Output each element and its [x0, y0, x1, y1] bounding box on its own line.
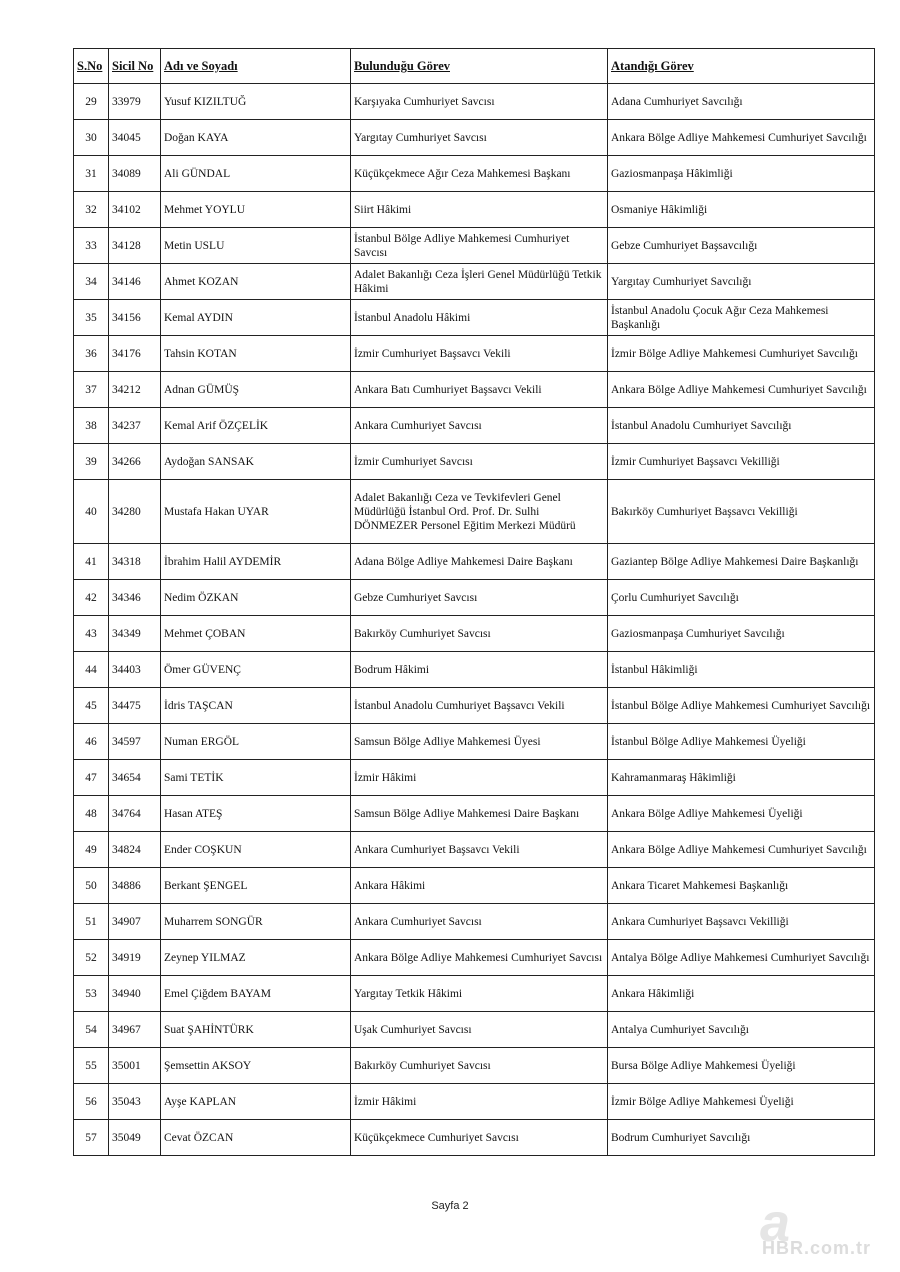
cell-name: Hasan ATEŞ: [161, 796, 351, 832]
cell-sno: 45: [74, 688, 109, 724]
cell-name: Berkant ŞENGEL: [161, 868, 351, 904]
cell-assigned-post: İstanbul Anadolu Cumhuriyet Savcılığı: [608, 408, 875, 444]
cell-sno: 46: [74, 724, 109, 760]
cell-sno: 29: [74, 84, 109, 120]
cell-sno: 37: [74, 372, 109, 408]
cell-assigned-post: Çorlu Cumhuriyet Savcılığı: [608, 580, 875, 616]
cell-assigned-post: Kahramanmaraş Hâkimliği: [608, 760, 875, 796]
page-number: Sayfa 2: [431, 1200, 469, 1212]
cell-current-post: Bodrum Hâkimi: [351, 652, 608, 688]
cell-sno: 57: [74, 1120, 109, 1156]
cell-current-post: Samsun Bölge Adliye Mahkemesi Daire Başkanı: [351, 796, 608, 832]
appointments-table: [73, 48, 875, 1156]
cell-current-post: Ankara Batı Cumhuriyet Başsavcı Vekili: [351, 372, 608, 408]
cell-assigned-post: Ankara Bölge Adliye Mahkemesi Üyeliği: [608, 796, 875, 832]
cell-assigned-post: İzmir Cumhuriyet Başsavcı Vekilliği: [608, 444, 875, 480]
cell-sicil: 34919: [109, 940, 161, 976]
cell-sno: 54: [74, 1012, 109, 1048]
cell-sicil: 35001: [109, 1048, 161, 1084]
cell-current-post: İzmir Hâkimi: [351, 760, 608, 796]
cell-sicil: 33979: [109, 84, 161, 120]
table-row: [74, 616, 875, 652]
cell-sicil: 34156: [109, 300, 161, 336]
header-sicil: Sicil No: [109, 49, 161, 84]
cell-sicil: 34654: [109, 760, 161, 796]
cell-current-post: Bakırköy Cumhuriyet Savcısı: [351, 1048, 608, 1084]
cell-assigned-post: Bodrum Cumhuriyet Savcılığı: [608, 1120, 875, 1156]
cell-sicil: 34266: [109, 444, 161, 480]
cell-sno: 56: [74, 1084, 109, 1120]
table-row: [74, 1048, 875, 1084]
cell-name: Şemsettin AKSOY: [161, 1048, 351, 1084]
cell-name: Ahmet KOZAN: [161, 264, 351, 300]
cell-sicil: 34907: [109, 904, 161, 940]
cell-sno: 47: [74, 760, 109, 796]
header-name: Adı ve Soyadı: [161, 49, 351, 84]
cell-sno: 55: [74, 1048, 109, 1084]
cell-name: Ömer GÜVENÇ: [161, 652, 351, 688]
cell-assigned-post: Antalya Cumhuriyet Savcılığı: [608, 1012, 875, 1048]
table-row: [74, 336, 875, 372]
cell-sno: 34: [74, 264, 109, 300]
table-row: [74, 192, 875, 228]
cell-current-post: İzmir Hâkimi: [351, 1084, 608, 1120]
cell-sicil: 35049: [109, 1120, 161, 1156]
table-row: [74, 1120, 875, 1156]
table-row: [74, 580, 875, 616]
cell-name: Yusuf KIZILTUĞ: [161, 84, 351, 120]
table-row: [74, 724, 875, 760]
table-header: [74, 49, 875, 84]
table-row: [74, 408, 875, 444]
cell-assigned-post: Gaziosmanpaşa Hâkimliği: [608, 156, 875, 192]
cell-current-post: Siirt Hâkimi: [351, 192, 608, 228]
cell-current-post: Ankara Bölge Adliye Mahkemesi Cumhuriyet Savcısı: [351, 940, 608, 976]
table-row: [74, 904, 875, 940]
cell-assigned-post: Ankara Bölge Adliye Mahkemesi Cumhuriyet Savcılığı: [608, 120, 875, 156]
table-row: [74, 120, 875, 156]
table-row: [74, 1084, 875, 1120]
cell-sicil: 34403: [109, 652, 161, 688]
cell-sicil: 34102: [109, 192, 161, 228]
table-row: [74, 652, 875, 688]
cell-name: Ender COŞKUN: [161, 832, 351, 868]
cell-assigned-post: Ankara Bölge Adliye Mahkemesi Cumhuriyet Savcılığı: [608, 832, 875, 868]
header-sno: S.No: [74, 49, 109, 84]
cell-sno: 42: [74, 580, 109, 616]
table-row: [74, 976, 875, 1012]
table-row: [74, 264, 875, 300]
cell-sicil: 34318: [109, 544, 161, 580]
cell-current-post: Yargıtay Tetkik Hâkimi: [351, 976, 608, 1012]
table-row: [74, 544, 875, 580]
table-row: [74, 480, 875, 544]
cell-assigned-post: Gebze Cumhuriyet Başsavcılığı: [608, 228, 875, 264]
cell-name: Numan ERGÖL: [161, 724, 351, 760]
cell-sno: 48: [74, 796, 109, 832]
cell-name: Cevat ÖZCAN: [161, 1120, 351, 1156]
cell-sicil: 34824: [109, 832, 161, 868]
cell-current-post: İstanbul Anadolu Hâkimi: [351, 300, 608, 336]
watermark-site-text: HBR.com.tr: [762, 1238, 872, 1258]
cell-sicil: 34146: [109, 264, 161, 300]
cell-current-post: Yargıtay Cumhuriyet Savcısı: [351, 120, 608, 156]
cell-sicil: 34967: [109, 1012, 161, 1048]
table-row: [74, 444, 875, 480]
cell-sno: 38: [74, 408, 109, 444]
table-row: [74, 84, 875, 120]
table-row: [74, 300, 875, 336]
cell-sno: 35: [74, 300, 109, 336]
cell-assigned-post: Bakırköy Cumhuriyet Başsavcı Vekilliği: [608, 480, 875, 544]
cell-sicil: 34045: [109, 120, 161, 156]
cell-name: Adnan GÜMÜŞ: [161, 372, 351, 408]
cell-sno: 40: [74, 480, 109, 544]
cell-name: Tahsin KOTAN: [161, 336, 351, 372]
cell-current-post: İstanbul Anadolu Cumhuriyet Başsavcı Vekili: [351, 688, 608, 724]
cell-name: Aydoğan SANSAK: [161, 444, 351, 480]
cell-sno: 51: [74, 904, 109, 940]
cell-sno: 39: [74, 444, 109, 480]
cell-current-post: Ankara Cumhuriyet Başsavcı Vekili: [351, 832, 608, 868]
cell-sicil: 34089: [109, 156, 161, 192]
cell-sno: 36: [74, 336, 109, 372]
cell-name: Metin USLU: [161, 228, 351, 264]
cell-current-post: Karşıyaka Cumhuriyet Savcısı: [351, 84, 608, 120]
cell-assigned-post: İstanbul Bölge Adliye Mahkemesi Cumhuriyet Savcılığı: [608, 688, 875, 724]
cell-assigned-post: Ankara Hâkimliği: [608, 976, 875, 1012]
cell-sicil: 34128: [109, 228, 161, 264]
cell-current-post: İstanbul Bölge Adliye Mahkemesi Cumhuriyet Savcısı: [351, 228, 608, 264]
cell-sicil: 34280: [109, 480, 161, 544]
site-watermark: [752, 1193, 892, 1262]
cell-sicil: 34346: [109, 580, 161, 616]
cell-sno: 52: [74, 940, 109, 976]
cell-current-post: Gebze Cumhuriyet Savcısı: [351, 580, 608, 616]
cell-assigned-post: İzmir Bölge Adliye Mahkemesi Üyeliği: [608, 1084, 875, 1120]
cell-current-post: Adana Bölge Adliye Mahkemesi Daire Başkanı: [351, 544, 608, 580]
cell-current-post: Uşak Cumhuriyet Savcısı: [351, 1012, 608, 1048]
cell-sicil: 34212: [109, 372, 161, 408]
cell-assigned-post: İstanbul Hâkimliği: [608, 652, 875, 688]
cell-current-post: Samsun Bölge Adliye Mahkemesi Üyesi: [351, 724, 608, 760]
table-row: [74, 868, 875, 904]
table-row: [74, 688, 875, 724]
cell-sno: 41: [74, 544, 109, 580]
cell-current-post: İzmir Cumhuriyet Savcısı: [351, 444, 608, 480]
cell-sno: 30: [74, 120, 109, 156]
cell-current-post: Ankara Cumhuriyet Savcısı: [351, 408, 608, 444]
cell-name: Mustafa Hakan UYAR: [161, 480, 351, 544]
cell-assigned-post: Ankara Ticaret Mahkemesi Başkanlığı: [608, 868, 875, 904]
table-row: [74, 1012, 875, 1048]
cell-current-post: Adalet Bakanlığı Ceza ve Tevkifevleri Genel Müdürlüğü İstanbul Ord. Prof. Dr. Sulhi DÖNMEZER Personel Eğitim Merkezi Müdürü: [351, 480, 608, 544]
cell-name: Muharrem SONGÜR: [161, 904, 351, 940]
cell-current-post: Ankara Hâkimi: [351, 868, 608, 904]
cell-name: Mehmet YOYLU: [161, 192, 351, 228]
cell-name: Ayşe KAPLAN: [161, 1084, 351, 1120]
cell-sicil: 34349: [109, 616, 161, 652]
cell-name: Emel Çiğdem BAYAM: [161, 976, 351, 1012]
cell-sno: 49: [74, 832, 109, 868]
table-body: [74, 84, 875, 1156]
cell-sicil: 35043: [109, 1084, 161, 1120]
cell-sno: 44: [74, 652, 109, 688]
cell-name: İbrahim Halil AYDEMİR: [161, 544, 351, 580]
cell-assigned-post: İzmir Bölge Adliye Mahkemesi Cumhuriyet Savcılığı: [608, 336, 875, 372]
cell-sno: 50: [74, 868, 109, 904]
table-row: [74, 940, 875, 976]
cell-sno: 32: [74, 192, 109, 228]
cell-name: Nedim ÖZKAN: [161, 580, 351, 616]
cell-assigned-post: Gaziantep Bölge Adliye Mahkemesi Daire Başkanlığı: [608, 544, 875, 580]
cell-name: Kemal Arif ÖZÇELİK: [161, 408, 351, 444]
cell-name: Doğan KAYA: [161, 120, 351, 156]
cell-sicil: 34237: [109, 408, 161, 444]
header-current-post: Bulunduğu Görev: [351, 49, 608, 84]
cell-assigned-post: Ankara Cumhuriyet Başsavcı Vekilliği: [608, 904, 875, 940]
cell-name: Kemal AYDIN: [161, 300, 351, 336]
cell-name: Sami TETİK: [161, 760, 351, 796]
cell-assigned-post: Bursa Bölge Adliye Mahkemesi Üyeliği: [608, 1048, 875, 1084]
cell-name: Zeynep YILMAZ: [161, 940, 351, 976]
cell-sicil: 34886: [109, 868, 161, 904]
cell-sicil: 34176: [109, 336, 161, 372]
cell-current-post: Bakırköy Cumhuriyet Savcısı: [351, 616, 608, 652]
table-row: [74, 760, 875, 796]
watermark-logo: a: [760, 1193, 791, 1253]
cell-assigned-post: Osmaniye Hâkimliği: [608, 192, 875, 228]
cell-sno: 31: [74, 156, 109, 192]
cell-name: Suat ŞAHİNTÜRK: [161, 1012, 351, 1048]
cell-sno: 53: [74, 976, 109, 1012]
table-row: [74, 228, 875, 264]
cell-sicil: 34597: [109, 724, 161, 760]
cell-sno: 33: [74, 228, 109, 264]
cell-assigned-post: Yargıtay Cumhuriyet Savcılığı: [608, 264, 875, 300]
table-row: [74, 796, 875, 832]
table-row: [74, 156, 875, 192]
cell-assigned-post: Antalya Bölge Adliye Mahkemesi Cumhuriyet Savcılığı: [608, 940, 875, 976]
cell-assigned-post: İstanbul Bölge Adliye Mahkemesi Üyeliği: [608, 724, 875, 760]
header-assigned-post: Atandığı Görev: [608, 49, 875, 84]
cell-sno: 43: [74, 616, 109, 652]
cell-current-post: Küçükçekmece Ağır Ceza Mahkemesi Başkanı: [351, 156, 608, 192]
cell-assigned-post: Gaziosmanpaşa Cumhuriyet Savcılığı: [608, 616, 875, 652]
cell-sicil: 34940: [109, 976, 161, 1012]
cell-current-post: Küçükçekmece Cumhuriyet Savcısı: [351, 1120, 608, 1156]
cell-name: Mehmet ÇOBAN: [161, 616, 351, 652]
cell-name: Ali GÜNDAL: [161, 156, 351, 192]
table-row: [74, 832, 875, 868]
cell-current-post: Ankara Cumhuriyet Savcısı: [351, 904, 608, 940]
cell-assigned-post: Adana Cumhuriyet Savcılığı: [608, 84, 875, 120]
cell-assigned-post: İstanbul Anadolu Çocuk Ağır Ceza Mahkemesi Başkanlığı: [608, 300, 875, 336]
cell-sicil: 34764: [109, 796, 161, 832]
cell-sicil: 34475: [109, 688, 161, 724]
cell-current-post: İzmir Cumhuriyet Başsavcı Vekili: [351, 336, 608, 372]
cell-assigned-post: Ankara Bölge Adliye Mahkemesi Cumhuriyet Savcılığı: [608, 372, 875, 408]
cell-name: İdris TAŞCAN: [161, 688, 351, 724]
table-row: [74, 372, 875, 408]
cell-current-post: Adalet Bakanlığı Ceza İşleri Genel Müdürlüğü Tetkik Hâkimi: [351, 264, 608, 300]
